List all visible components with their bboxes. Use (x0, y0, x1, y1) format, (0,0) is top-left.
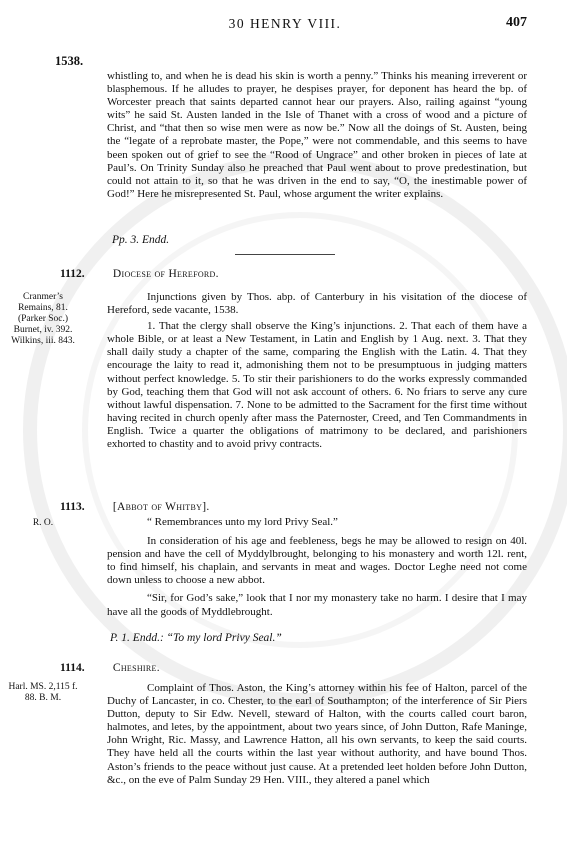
entry-text: “Sir, for God’s sake,” look that I nor my monastery take no harm. I desire that I may have all the goods of Myddlebrought. (107, 592, 527, 618)
entry-1114-heading (60, 662, 160, 674)
continuation-paragraph (107, 70, 527, 204)
entry-number: 1114. (60, 662, 85, 674)
entry-1112-body (107, 291, 527, 454)
entry-title: Cheshire. (112, 662, 160, 674)
entry-text: Complaint of Thos. Aston, the King’s attorney within his fee of Halton, parcel of the Duchy of Lancaster, in co. Chester, to the earl of Southampton; of the interference of Sir Piers Dutton, deputy to Sir Edw. Nevell, steward of Halton, with the courts called court baron, halmotes, and letes, by the appointment, about two years since, of John Dutton, Rafe Maninge, John Wright, Ric. Massy, and Lawrence Hatton, all his own servants, to keep the said courts. They have held all the courts within the last year without authority, and have bound Thos. Aston’s friends to the peace without just cause. At a pretended leet holden before John Dutton, &c., on the eve of Palm Sunday 29 Hen. VIII., they altered a panel which (107, 682, 527, 786)
entry-intro: Injunctions given by Thos. abp. of Canterbury in his visitation of the diocese of Hereford, sede vacante, 1538. (107, 291, 527, 317)
entry-quote: “ Remembrances unto my lord Privy Seal.” (147, 516, 338, 528)
running-title: 30 HENRY VIII. (228, 16, 342, 31)
entry-1114-margin-reference: Harl. MS. 2,115 f. 88. B. M. (8, 682, 78, 703)
entry-title: Diocese of Hereford. (112, 268, 219, 280)
entry-text: In consideration of his age and feebleness, begs he may be allowed to resign on 40l. pension and have the cell of Myddylbrought, belonging to his monastery and worth 12l. rent, to find himself, his chaplain, and servants in meat and wages. Doctor Leghe need not come down unless to choose a new abbot. (107, 535, 527, 587)
entry-1114-body (107, 682, 527, 790)
entry-1113-margin-reference: R. O. (32, 518, 54, 528)
entry-1112-heading (60, 268, 219, 280)
entry-1113-body (107, 516, 527, 622)
entry-1112-margin-reference: Cranmer’s Remains, 81. (Parker Soc.) Burnet, iv. 392. Wilkins, iii. 843. (11, 292, 75, 346)
entry-number: 1112. (60, 268, 85, 280)
entry-1113-heading (60, 501, 210, 513)
entry-1113-endorsement: P. 1. Endd.: “To my lord Privy Seal.” (110, 632, 282, 644)
entry-number: 1113. (60, 501, 85, 513)
page-number: 407 (506, 15, 527, 30)
section-divider (235, 254, 335, 255)
continuation-text: whistling to, and when he is dead his skin is worth a penny.” Thinks his meaning irreverent or blasphemous. If he alludes to prayer, he despises prayer, for deponent has heard the bp. of Worcester preach that saints departed cannot hear our prayers. Also, railing against “young wits” he said St. Austen landed in the Isle of Thanet with a cross of wood and a picture of Christ, and “that then so wise men were as now be.” Now all the doings of St. Austen, being the “legate of a reprobate master, the Pope,” were not commendable, and this seems to have been spoken out of grief to see the “Rood of Ungrace” and other broken in pieces of late at Paul’s. On Trinity Sunday also he preached that Paul went about to prove predestination, but could not attain to it, so that he was driven in the end to say, “O, the inestimable power of God!” Here he misrepresented St. Paul, whose argument the writer explains. (107, 70, 527, 200)
year-label: 1538. (55, 54, 84, 68)
entry-text: 1. That the clergy shall observe the King’s injunctions. 2. That each of them have a whole Bible, or at least a New Testament, in Latin and English by 1 Aug. next. 3. That they shall daily study a chapter of the same, comparing the English with the Latin. 4. That they encourage the laity to read it, admonishing them not to be presumptuous in judging matters without perfect knowledge. 5. To stir their parishioners to do the works expressly commanded by God, teaching them that God will not ask account of others. 6. No friars to serve any cure without lawful dispensation. 7. None to be admitted to the Sacrament for the first time without having recited in church openly after mass the Paternoster, Creed, and Ten Commandments in English. Twice a quarter the obligations of matrimony to be declared, and parishioners exhorted to chastity and to avoid privy contracts. (107, 320, 527, 451)
page-header (0, 14, 567, 36)
continuation-endorsement: Pp. 3. Endd. (112, 234, 170, 246)
entry-title: [Abbot of Whitby]. (112, 501, 210, 513)
